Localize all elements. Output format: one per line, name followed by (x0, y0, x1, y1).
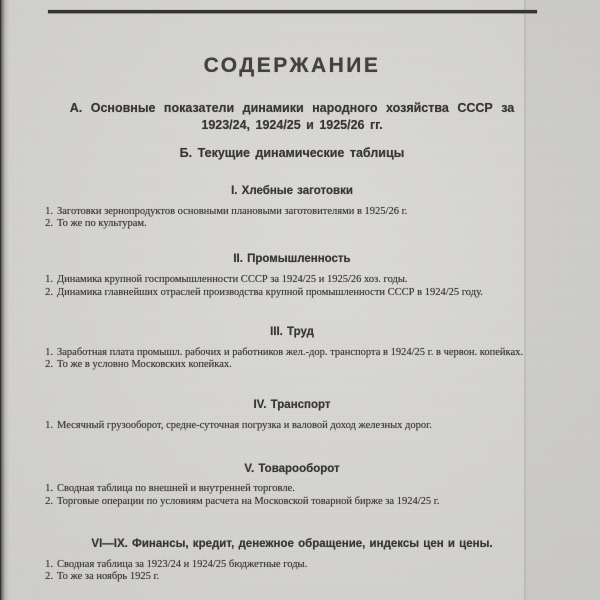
toc-section-labor (42, 325, 542, 371)
item-number: 2. (45, 218, 53, 230)
section-heading: V. Товарооборот (244, 463, 340, 476)
item-number: 2. (45, 495, 53, 507)
item-text: Месячный грузооборот, средне-суточная погрузка и валовой доход железных дорог. (57, 420, 432, 432)
item-text: То же в условно Московских копейках. (57, 359, 232, 371)
section-heading: I. Хлебные заготовки (231, 185, 353, 197)
section-items (42, 559, 542, 583)
section-heading: IV. Транспорт (253, 399, 331, 412)
item-text: Сводная таблица по внешней и внутренней торговле. (57, 483, 295, 495)
item-number: 1. (45, 483, 53, 495)
toc-item (42, 359, 542, 371)
toc-item (42, 559, 542, 571)
item-text: Торговые операции по условиям расчета на Московской товарной бирже за 1924/25 г. (57, 495, 440, 507)
item-number: 1. (45, 274, 53, 286)
toc-item (42, 420, 542, 432)
item-number: 2. (45, 571, 53, 583)
toc-section-grain (42, 184, 542, 230)
item-text: Заготовки зернопродуктов основными плановыми заготовителями в 1925/26 г. (57, 206, 408, 217)
section-heading: II. Промышленность (233, 253, 351, 266)
item-number: 1. (45, 558, 53, 570)
item-text: Сводная таблица за 1923/24 и 1924/25 бюджетные годы. (57, 558, 308, 570)
item-text: Динамика крупной госпромышленности СССР за 1924/25 и 1925/26 хоз. годы. (57, 274, 408, 286)
item-number: 1. (45, 206, 53, 217)
item-number: 1. (45, 420, 53, 432)
toc-section-industry (42, 252, 542, 298)
page-title: СОДЕРЖАНИЕ (203, 54, 381, 77)
section-heading: III. Труд (270, 325, 314, 338)
toc-section-transport (42, 398, 542, 432)
section-items (42, 206, 542, 230)
page-left-edge (0, 0, 9, 600)
part-a-heading-line2: 1923/24, 1924/25 и 1925/26 гг. (201, 117, 383, 132)
item-number: 1. (45, 346, 53, 358)
part-a-heading-line1: А. Основные показатели динамики народного хозяйства СССР за (69, 101, 515, 115)
item-text: То же за ноябрь 1925 г. (57, 571, 160, 583)
toc-item (42, 274, 542, 286)
toc-section-trade (42, 462, 542, 507)
toc-item (42, 287, 542, 299)
toc-item (42, 571, 542, 583)
toc-item (42, 206, 542, 218)
page-fold-line (524, 0, 600, 600)
toc-item (42, 496, 542, 508)
item-number: 2. (45, 359, 53, 371)
item-text: Заработная плата промышл. рабочих и работников жел.-дор. транспорта в 1924/25 г. в червон. копейках. (57, 346, 523, 358)
toc-item (42, 218, 542, 230)
item-text: То же по культурам. (57, 218, 147, 230)
item-text: Динамика главнейших отраслей производства крупной промышленности СССР в 1924/25 году. (57, 286, 483, 298)
toc-item (42, 483, 542, 495)
section-items (42, 420, 542, 432)
toc-section-finance (42, 537, 542, 583)
part-b-heading: Б. Текущие динамические таблицы (179, 146, 405, 160)
section-items (42, 483, 542, 507)
item-number: 2. (45, 286, 53, 298)
toc-item (42, 347, 542, 359)
section-items (42, 347, 542, 371)
section-items (42, 274, 542, 298)
section-heading: VI—IX. Финансы, кредит, денежное обращение, индексы цен и цены. (91, 537, 493, 550)
